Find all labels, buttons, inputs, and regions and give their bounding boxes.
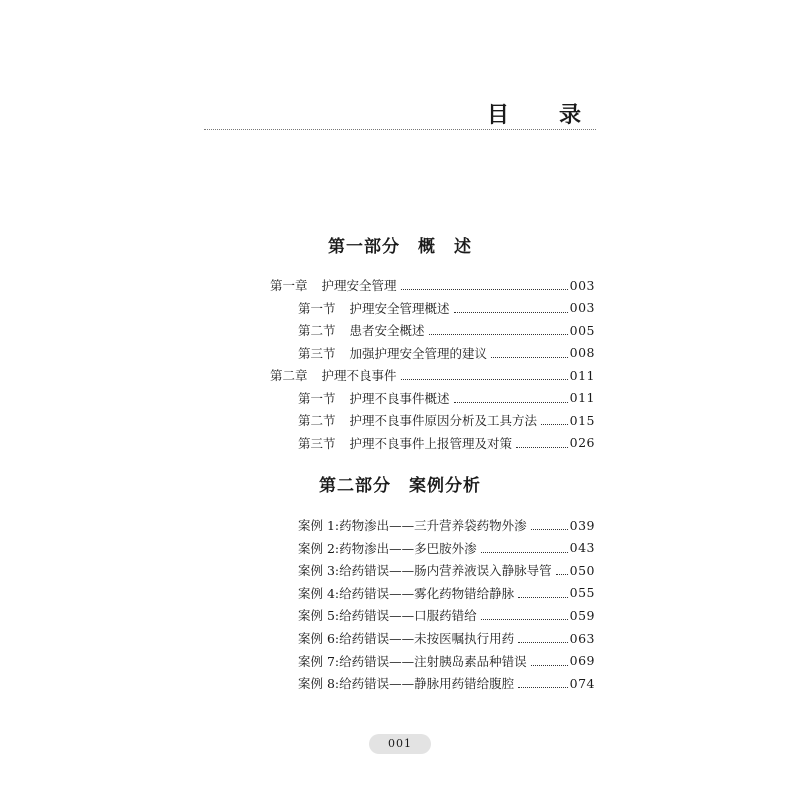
toc-entry-page: 011 xyxy=(569,367,595,383)
toc-entry-title: 护理安全管理 xyxy=(321,278,397,293)
toc-entry-label xyxy=(298,516,529,534)
dot-leader xyxy=(556,565,568,575)
toc-entry-number: 第一章 xyxy=(270,278,308,293)
toc-entry xyxy=(298,560,595,580)
toc-entry-page: 059 xyxy=(569,607,595,623)
toc-entry-page: 055 xyxy=(569,585,595,601)
toc-entry-page: 026 xyxy=(569,435,595,450)
toc-entry-number: 第二节 xyxy=(298,323,336,338)
title-divider xyxy=(204,129,596,130)
toc-entry xyxy=(298,298,595,318)
toc-entry xyxy=(270,275,595,295)
toc-entry-label xyxy=(298,606,479,624)
part2-heading: 第二部分 案例分析 xyxy=(319,476,481,496)
dot-leader xyxy=(531,656,568,666)
toc-entry-number: 第三节 xyxy=(298,345,336,361)
toc-entry-label xyxy=(298,652,529,670)
dot-leader xyxy=(518,678,568,688)
toc-entry-page: 015 xyxy=(569,412,595,428)
dot-leader xyxy=(481,543,568,553)
toc-entry xyxy=(298,343,595,363)
toc-entry-title: 护理不良事件上报管理及对策 xyxy=(349,435,513,451)
toc-entry xyxy=(298,583,595,603)
toc-entry xyxy=(298,388,595,408)
toc-entry-label xyxy=(298,411,539,429)
toc-entry-page: 008 xyxy=(569,345,595,360)
toc-entry-title: 案例 6:给药错误——未按医嘱执行用药 xyxy=(298,631,515,646)
toc-entry-label xyxy=(298,584,516,602)
dot-leader xyxy=(429,325,568,335)
dot-leader xyxy=(518,588,568,598)
toc-entry xyxy=(298,673,595,693)
toc-entry-label xyxy=(298,321,427,339)
toc-entry-page: 043 xyxy=(569,540,595,556)
toc-entry-number: 第二节 xyxy=(298,413,336,428)
toc-entry xyxy=(298,515,595,535)
toc-entry-label xyxy=(270,276,399,294)
toc-entry-page: 063 xyxy=(569,630,595,646)
toc-entry-page: 074 xyxy=(569,675,595,691)
dot-leader xyxy=(401,280,568,290)
dot-leader xyxy=(541,415,568,425)
dot-leader xyxy=(518,633,568,643)
toc-entry-label xyxy=(298,561,554,579)
toc-entry-title: 案例 1:药物渗出——三升营养袋药物外渗 xyxy=(298,518,527,533)
toc-entry-label xyxy=(298,434,514,452)
page-number: 001 xyxy=(369,734,431,754)
toc-entry-number: 第一节 xyxy=(298,300,336,316)
toc-entry-page: 011 xyxy=(569,390,595,405)
toc-entry-number: 第二章 xyxy=(270,368,308,383)
toc-title: 目 录 xyxy=(486,102,595,128)
toc-entry-label xyxy=(270,366,399,384)
toc-entry-title: 案例 5:给药错误——口服药错给 xyxy=(298,608,477,624)
part1-heading: 第一部分 概 述 xyxy=(328,237,472,257)
toc-entry xyxy=(298,628,595,648)
dot-leader xyxy=(401,370,568,380)
toc-entry-title: 患者安全概述 xyxy=(349,323,425,338)
toc-entry-number: 第一节 xyxy=(298,390,336,406)
dot-leader xyxy=(491,348,568,358)
toc-entry xyxy=(298,320,595,340)
toc-entry-label xyxy=(298,674,516,692)
toc-entry-title: 案例 2:药物渗出——多巴胺外渗 xyxy=(298,540,477,556)
toc-entry-title: 案例 3:给药错误——肠内营养液误入静脉导管 xyxy=(298,563,552,579)
dot-leader xyxy=(454,393,568,403)
dot-leader xyxy=(531,520,568,530)
toc-entry-title: 案例 8:给药错误——静脉用药错给腹腔 xyxy=(298,676,515,692)
toc-entry-label xyxy=(298,539,479,557)
toc-entry-title: 案例 7:给药错误——注射胰岛素品种错误 xyxy=(298,653,527,669)
dot-leader xyxy=(481,610,568,620)
toc-entry-title: 护理不良事件原因分析及工具方法 xyxy=(349,413,538,428)
toc-entry-title: 护理不良事件概述 xyxy=(349,390,450,406)
toc-entry-page: 069 xyxy=(569,653,595,669)
toc-entry-page: 050 xyxy=(569,562,595,578)
toc-entry xyxy=(298,538,595,558)
toc-entry-page: 003 xyxy=(569,277,595,293)
toc-entry xyxy=(270,365,595,385)
toc-entry-page: 003 xyxy=(569,300,595,315)
toc-entry-label xyxy=(298,629,516,647)
toc-entry xyxy=(298,651,595,671)
toc-entry-title: 加强护理安全管理的建议 xyxy=(349,345,488,361)
toc-entry-title: 护理不良事件 xyxy=(321,368,397,383)
toc-entry-page: 005 xyxy=(569,322,595,338)
toc-entry xyxy=(298,433,595,453)
toc-entry-title: 案例 4:给药错误——雾化药物错给静脉 xyxy=(298,585,515,601)
toc-entry-label xyxy=(298,344,489,362)
toc-entry-page: 039 xyxy=(569,517,595,533)
toc-entry xyxy=(298,410,595,430)
toc-entry-number: 第三节 xyxy=(298,435,336,451)
dot-leader xyxy=(454,303,568,313)
toc-entry xyxy=(298,605,595,625)
toc-entry-title: 护理安全管理概述 xyxy=(349,300,450,316)
toc-entry-label xyxy=(298,389,452,407)
toc-entry-label xyxy=(298,299,452,317)
dot-leader xyxy=(516,438,568,448)
